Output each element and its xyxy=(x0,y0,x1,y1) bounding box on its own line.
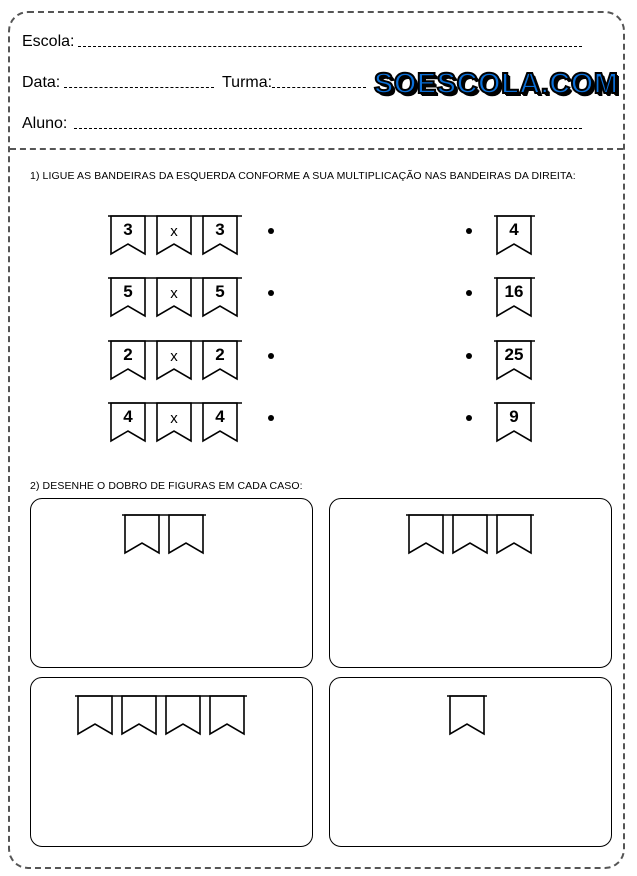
box2-flag-1 xyxy=(407,512,445,556)
result-value-4: 9 xyxy=(509,407,519,426)
result-value-2: 16 xyxy=(504,282,524,301)
connect-dot-left-2[interactable] xyxy=(268,290,274,296)
box3-flag-2 xyxy=(120,693,158,737)
box3-flag-4 xyxy=(208,693,246,737)
factor-a-1: 3 xyxy=(123,220,133,239)
exercise2-instruction: 2) DESENHE O DOBRO DE FIGURAS EM CADA CASO: xyxy=(30,480,303,492)
connect-dot-left-4[interactable] xyxy=(268,415,274,421)
turma-label: Turma: xyxy=(222,74,273,91)
box1-flag-1 xyxy=(123,512,161,556)
factor-a-4: 4 xyxy=(123,407,133,426)
turma-line[interactable] xyxy=(272,87,366,88)
box4-flag-1 xyxy=(448,693,486,737)
box2-flag-2 xyxy=(451,512,489,556)
box1-flag-2 xyxy=(167,512,205,556)
header-divider xyxy=(10,148,623,150)
box2-flag-3 xyxy=(495,512,533,556)
factor-a-2: 5 xyxy=(123,282,133,301)
soescola-logo: SOESCOLA.COM xyxy=(374,68,619,100)
aluno-line[interactable] xyxy=(74,128,582,129)
aluno-label: Aluno: xyxy=(22,115,68,132)
box3-flag-3 xyxy=(164,693,202,737)
data-label: Data: xyxy=(22,74,61,91)
box3-flag-1 xyxy=(76,693,114,737)
data-line[interactable] xyxy=(64,87,214,88)
operator-4: x xyxy=(170,410,178,427)
connect-dot-right-4[interactable] xyxy=(466,415,472,421)
connect-dot-left-1[interactable] xyxy=(268,228,274,234)
escola-label: Escola: xyxy=(22,33,75,50)
connect-dot-right-3[interactable] xyxy=(466,353,472,359)
connect-dot-left-3[interactable] xyxy=(268,353,274,359)
operator-1: x xyxy=(170,223,178,240)
operator-2: x xyxy=(170,285,178,302)
factor-b-3: 2 xyxy=(215,345,225,364)
factor-b-2: 5 xyxy=(215,282,225,301)
result-value-3: 25 xyxy=(504,345,524,364)
factor-b-4: 4 xyxy=(215,407,225,426)
factor-b-1: 3 xyxy=(215,220,225,239)
connect-dot-right-2[interactable] xyxy=(466,290,472,296)
exercise1-instruction: 1) LIGUE AS BANDEIRAS DA ESQUERDA CONFORME A SUA MULTIPLICAÇÃO NAS BANDEIRAS DA DIREITA: xyxy=(30,170,576,182)
connect-dot-right-1[interactable] xyxy=(466,228,472,234)
escola-line[interactable] xyxy=(78,46,582,47)
result-value-1: 4 xyxy=(509,220,519,239)
operator-3: x xyxy=(170,348,178,365)
factor-a-3: 2 xyxy=(123,345,133,364)
